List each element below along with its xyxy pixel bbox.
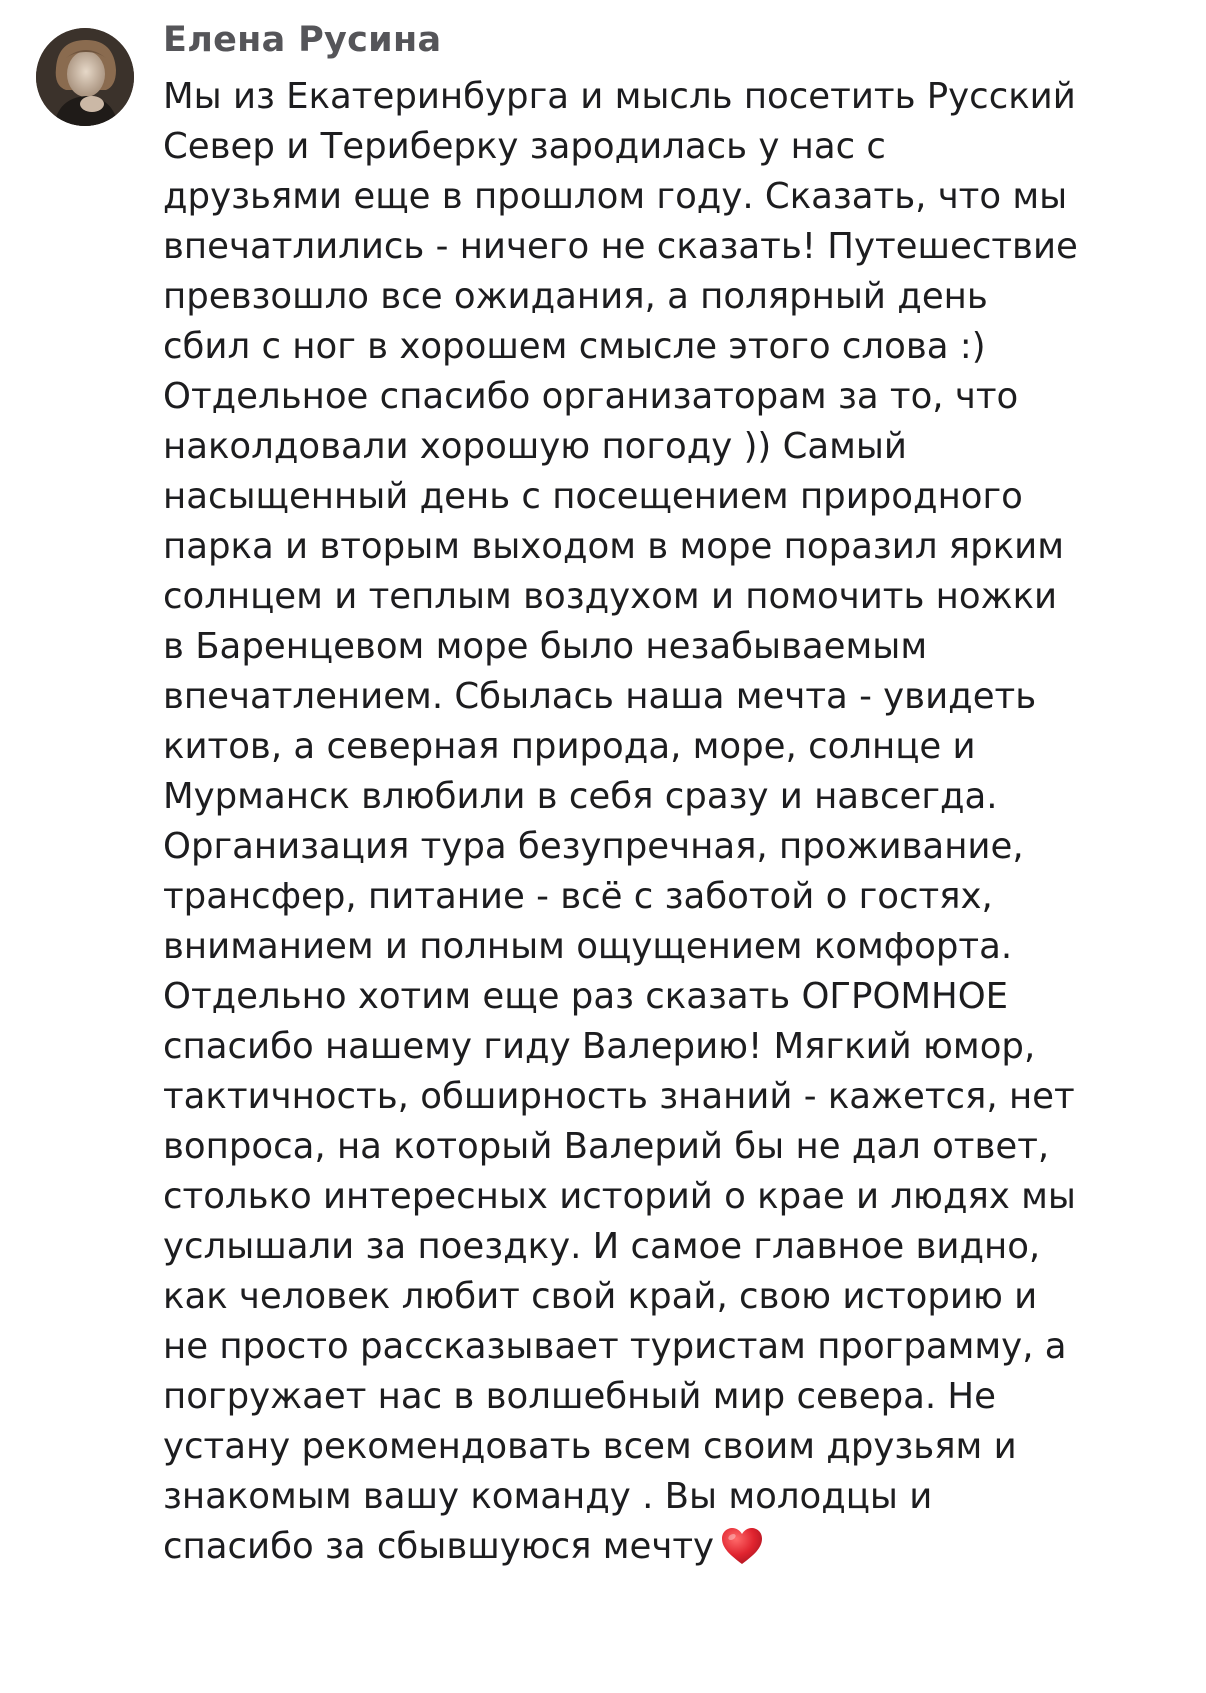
- comment-line: парка и вторым выходом в море поразил ярким: [163, 526, 1064, 567]
- comment-line: превзошло все ожидания, а полярный день: [163, 276, 988, 317]
- avatar[interactable]: [36, 28, 134, 126]
- comment-line: впечатлились - ничего не сказать! Путешествие: [163, 226, 1078, 267]
- comment-line-last: [163, 1522, 1193, 1580]
- comment-line: тактичность, обширность знаний - кажется, нет: [163, 1076, 1075, 1117]
- comment-line: Отдельно хотим еще раз сказать ОГРОМНОЕ: [163, 976, 1009, 1017]
- comment-line: Отдельное спасибо организаторам за то, что: [163, 376, 1019, 417]
- comment-line: устану рекомендовать всем своим друзьям и: [163, 1426, 1017, 1467]
- comment-line: трансфер, питание - всё с заботой о гостях,: [163, 876, 993, 917]
- comment-line: насыщенный день с посещением природного: [163, 476, 1023, 517]
- comment-line: Север и Териберку зародилась у нас с: [163, 126, 886, 167]
- comment-line: вниманием и полным ощущением комфорта.: [163, 926, 1013, 967]
- comment-line: спасибо нашему гиду Валерию! Мягкий юмор,: [163, 1026, 1036, 1067]
- comment-line: вопроса, на который Валерий бы не дал ответ,: [163, 1126, 1050, 1167]
- comment-line: как человек любит свой край, свою историю и: [163, 1276, 1038, 1317]
- comment-line: Организация тура безупречная, проживание,: [163, 826, 1024, 867]
- comment-line: не просто рассказывает туристам программу, а: [163, 1326, 1067, 1367]
- comment-line: китов, а северная природа, море, солнце и: [163, 726, 976, 767]
- comment-line: погружает нас в волшебный мир севера. Не: [163, 1376, 996, 1417]
- comment-line: услышали за поездку. И самое главное видно,: [163, 1226, 1041, 1267]
- comment-line-last-text: спасибо за сбывшуюся мечту: [163, 1526, 715, 1567]
- user-avatar-icon: [36, 28, 134, 126]
- comment-line: солнцем и теплым воздухом и помочить ножки: [163, 576, 1058, 617]
- comment-line: впечатлением. Сбылась наша мечта - увидеть: [163, 676, 1037, 717]
- comment-line: знакомым вашу команду . Вы молодцы и: [163, 1476, 933, 1517]
- author-name[interactable]: Елена Русина: [163, 20, 442, 60]
- comment-line: наколдовали хорошую погоду )) Самый: [163, 426, 907, 467]
- heart-icon: [720, 1526, 764, 1580]
- comment-line: сбил с ног в хорошем смысле этого слова :): [163, 326, 986, 367]
- comment-text: [163, 72, 1193, 1580]
- comment-line: Мы из Екатеринбурга и мысль посетить Русский: [163, 76, 1076, 117]
- comment-line: столько интересных историй о крае и людях мы: [163, 1176, 1076, 1217]
- comment-line: в Баренцевом море было незабываемым: [163, 626, 928, 667]
- comment-line: Мурманск влюбили в себя сразу и навсегда.: [163, 776, 998, 817]
- comment-line: друзьями еще в прошлом году. Сказать, что мы: [163, 176, 1068, 217]
